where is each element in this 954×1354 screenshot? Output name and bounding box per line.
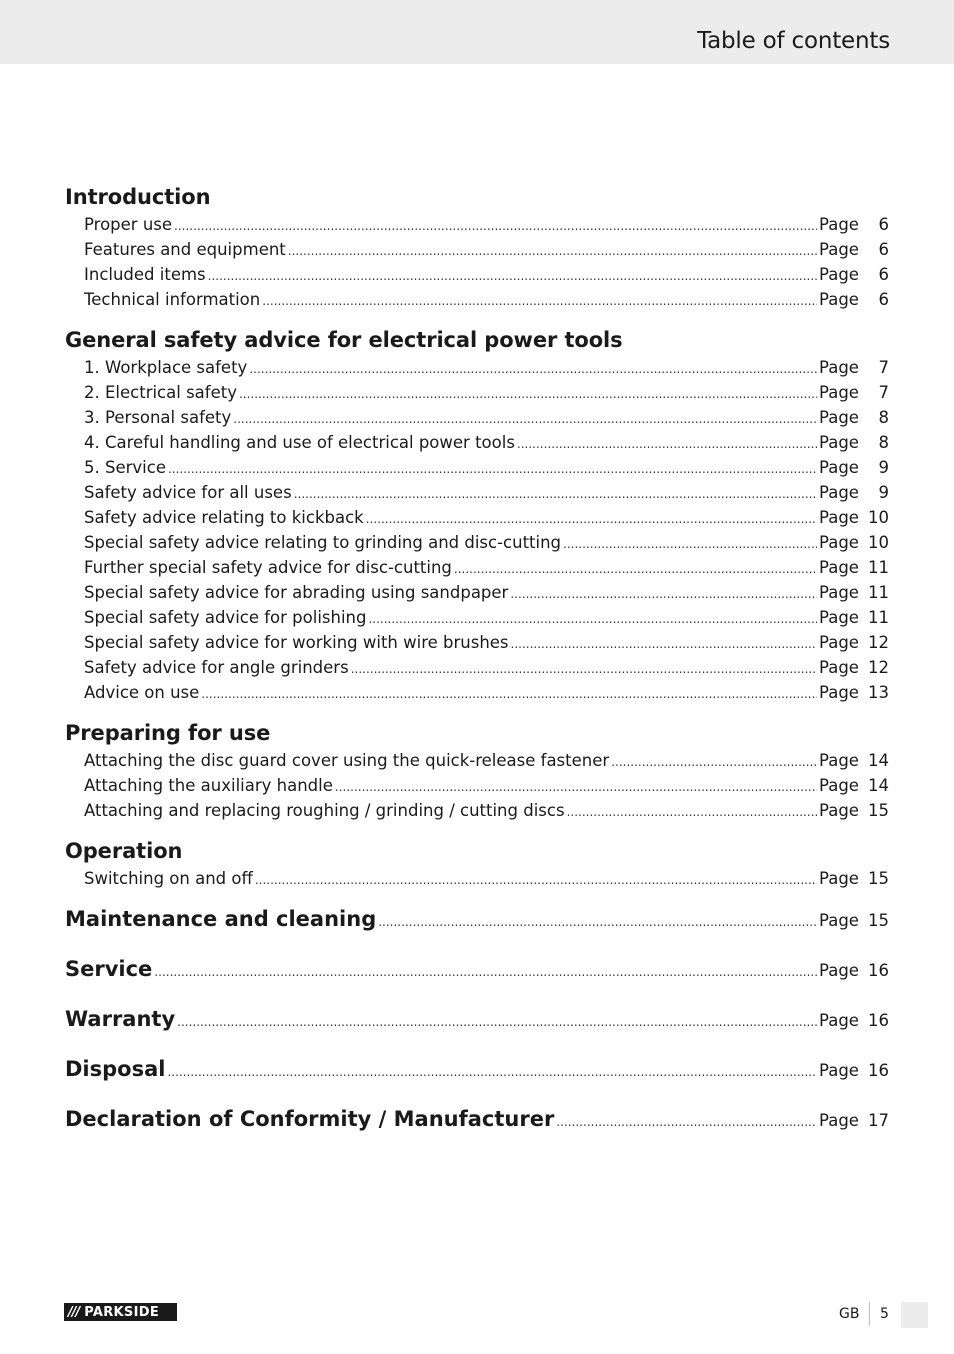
dot-leader	[294, 482, 817, 507]
toc-entry[interactable]	[65, 380, 889, 405]
page-word: Page	[819, 383, 859, 402]
page-number: 7	[878, 383, 889, 402]
page-number: 14	[868, 776, 889, 795]
dot-leader	[368, 607, 817, 632]
toc-entry[interactable]	[65, 405, 889, 430]
language-code: GB	[839, 1306, 860, 1322]
page-number: 6	[878, 265, 889, 284]
major-entry-label: Warranty	[65, 1007, 176, 1031]
toc-entry[interactable]	[65, 287, 889, 312]
entry-label: Technical information	[84, 290, 261, 309]
toc-major-maintenance[interactable]	[65, 905, 889, 955]
page-word: Page	[819, 751, 859, 770]
logo-text: PARKSIDE	[84, 1304, 160, 1320]
toc-entry[interactable]	[65, 605, 889, 630]
dot-leader	[511, 632, 817, 657]
toc-major-service[interactable]	[65, 955, 889, 1005]
page-number: 10	[868, 533, 889, 552]
logo-stripes: ///	[68, 1304, 80, 1320]
toc-entry[interactable]	[65, 212, 889, 237]
page-number: 6	[878, 290, 889, 309]
page-number: 17	[868, 1111, 889, 1130]
page-number-footer: 5	[880, 1306, 889, 1322]
entry-label: Special safety advice for working with wire brushes	[84, 633, 509, 652]
entry-label: Attaching and replacing roughing / grinding / cutting discs	[84, 801, 565, 820]
footer-divider	[869, 1302, 870, 1326]
toc-major-declaration[interactable]	[65, 1105, 889, 1155]
page-word: Page	[819, 483, 859, 502]
page-word: Page	[819, 869, 859, 888]
entry-label: Features and equipment	[84, 240, 286, 259]
page-number: 9	[878, 458, 889, 477]
entry-label: Safety advice relating to kickback	[84, 508, 364, 527]
dot-leader	[454, 557, 817, 582]
toc-entry[interactable]	[65, 630, 889, 655]
dot-leader	[154, 958, 817, 987]
page-number: 10	[868, 508, 889, 527]
page-number: 16	[868, 1061, 889, 1080]
page-number: 12	[868, 658, 889, 677]
section-heading: Operation	[65, 839, 183, 863]
toc-section-preparing	[65, 719, 889, 823]
page-number: 11	[868, 608, 889, 627]
entry-label: 3. Personal safety	[84, 408, 232, 427]
entry-label: 2. Electrical safety	[84, 383, 237, 402]
page-word: Page	[819, 533, 859, 552]
toc-entry[interactable]	[65, 505, 889, 530]
page-number: 6	[878, 240, 889, 259]
section-heading: Introduction	[65, 185, 211, 209]
page-word: Page	[819, 433, 859, 452]
entry-label: Switching on and off	[84, 869, 253, 888]
entry-label: Proper use	[84, 215, 173, 234]
footer-tab-marker	[901, 1302, 928, 1328]
toc-entry[interactable]	[65, 798, 889, 823]
dot-leader	[563, 532, 817, 557]
page-word: Page	[819, 1111, 859, 1130]
dot-leader	[335, 775, 817, 800]
dot-leader	[262, 289, 817, 314]
page-word: Page	[819, 508, 859, 527]
toc-entry[interactable]	[65, 455, 889, 480]
page-word: Page	[819, 215, 859, 234]
page-number: 15	[868, 869, 889, 888]
dot-leader	[366, 507, 817, 532]
toc-entry[interactable]	[65, 580, 889, 605]
page-word: Page	[819, 408, 859, 427]
dot-leader	[288, 239, 817, 264]
section-heading: Preparing for use	[65, 721, 271, 745]
page-number: 16	[868, 961, 889, 980]
dot-leader	[567, 800, 817, 825]
toc-entry[interactable]	[65, 262, 889, 287]
page-number: 13	[868, 683, 889, 702]
dot-leader	[255, 868, 817, 893]
dot-leader	[201, 682, 817, 707]
toc-entry[interactable]	[65, 773, 889, 798]
page-number: 15	[868, 911, 889, 930]
page-word: Page	[819, 583, 859, 602]
toc-entry[interactable]	[65, 355, 889, 380]
entry-label: Attaching the auxiliary handle	[84, 776, 333, 795]
parkside-logo	[64, 1303, 177, 1321]
entry-label: Special safety advice for polishing	[84, 608, 367, 627]
entry-label: Advice on use	[84, 683, 200, 702]
page-word: Page	[819, 801, 859, 820]
entry-label: Further special safety advice for disc-cutting	[84, 558, 452, 577]
page-word: Page	[819, 658, 859, 677]
page-word: Page	[819, 1011, 859, 1030]
page-number: 15	[868, 801, 889, 820]
toc-section-general-safety	[65, 326, 889, 705]
entry-label: Special safety advice for abrading using sandpaper	[84, 583, 509, 602]
page-number: 11	[868, 558, 889, 577]
toc-section-introduction	[65, 183, 889, 312]
page-number: 11	[868, 583, 889, 602]
page-word: Page	[819, 1061, 859, 1080]
page-word: Page	[819, 265, 859, 284]
dot-leader	[556, 1108, 817, 1137]
dot-leader	[351, 657, 817, 682]
page-number: 14	[868, 751, 889, 770]
dot-leader	[249, 357, 817, 382]
page-word: Page	[819, 608, 859, 627]
page-number: 8	[878, 433, 889, 452]
page-word: Page	[819, 358, 859, 377]
major-entry-label: Disposal	[65, 1057, 166, 1081]
page-number: 8	[878, 408, 889, 427]
dot-leader	[174, 214, 817, 239]
entry-label: Special safety advice relating to grinding and disc-cutting	[84, 533, 562, 552]
section-heading: General safety advice for electrical power tools	[65, 328, 623, 352]
page-word: Page	[819, 776, 859, 795]
toc-entry[interactable]	[65, 430, 889, 455]
entry-label: 4. Careful handling and use of electrical power tools	[84, 433, 515, 452]
header-band	[0, 0, 954, 64]
major-entry-label: Declaration of Conformity / Manufacturer	[65, 1107, 555, 1131]
major-entry-label: Maintenance and cleaning	[65, 907, 377, 931]
page-number: 7	[878, 358, 889, 377]
toc-entry[interactable]	[65, 237, 889, 262]
dot-leader	[233, 407, 817, 432]
entry-label: Included items	[84, 265, 206, 284]
dot-leader	[208, 264, 817, 289]
page-word: Page	[819, 458, 859, 477]
toc-entry[interactable]	[65, 480, 889, 505]
page-word: Page	[819, 240, 859, 259]
major-entry-label: Service	[65, 957, 153, 981]
toc-entry[interactable]	[65, 748, 889, 773]
page-word: Page	[819, 633, 859, 652]
entry-label: Safety advice for angle grinders	[84, 658, 349, 677]
page-word: Page	[819, 911, 859, 930]
page-number: 9	[878, 483, 889, 502]
toc-section-operation	[65, 837, 889, 891]
entry-label: 5. Service	[84, 458, 166, 477]
toc-major-disposal[interactable]	[65, 1055, 889, 1105]
toc-entry[interactable]	[65, 530, 889, 555]
toc-entry[interactable]	[65, 655, 889, 680]
page-word: Page	[819, 558, 859, 577]
toc-entry[interactable]	[65, 680, 889, 705]
entry-label: 1. Workplace safety	[84, 358, 248, 377]
dot-leader	[510, 582, 817, 607]
page-number: 16	[868, 1011, 889, 1030]
page-number: 12	[868, 633, 889, 652]
dot-leader	[239, 382, 817, 407]
toc-major-warranty[interactable]	[65, 1005, 889, 1055]
page-word: Page	[819, 961, 859, 980]
entry-label: Attaching the disc guard cover using the quick-release fastener	[84, 751, 610, 770]
entry-label: Safety advice for all uses	[84, 483, 292, 502]
page-word: Page	[819, 290, 859, 309]
dot-leader	[611, 750, 817, 775]
toc-entry[interactable]	[65, 555, 889, 580]
page-number: 6	[878, 215, 889, 234]
page-title: Table of contents	[697, 28, 890, 54]
dot-leader	[168, 457, 817, 482]
page-word: Page	[819, 683, 859, 702]
dot-leader	[177, 1008, 817, 1037]
toc-entry[interactable]	[65, 866, 889, 891]
dot-leader	[517, 432, 817, 457]
table-of-contents	[65, 183, 889, 1155]
dot-leader	[167, 1058, 817, 1087]
dot-leader	[378, 908, 817, 937]
